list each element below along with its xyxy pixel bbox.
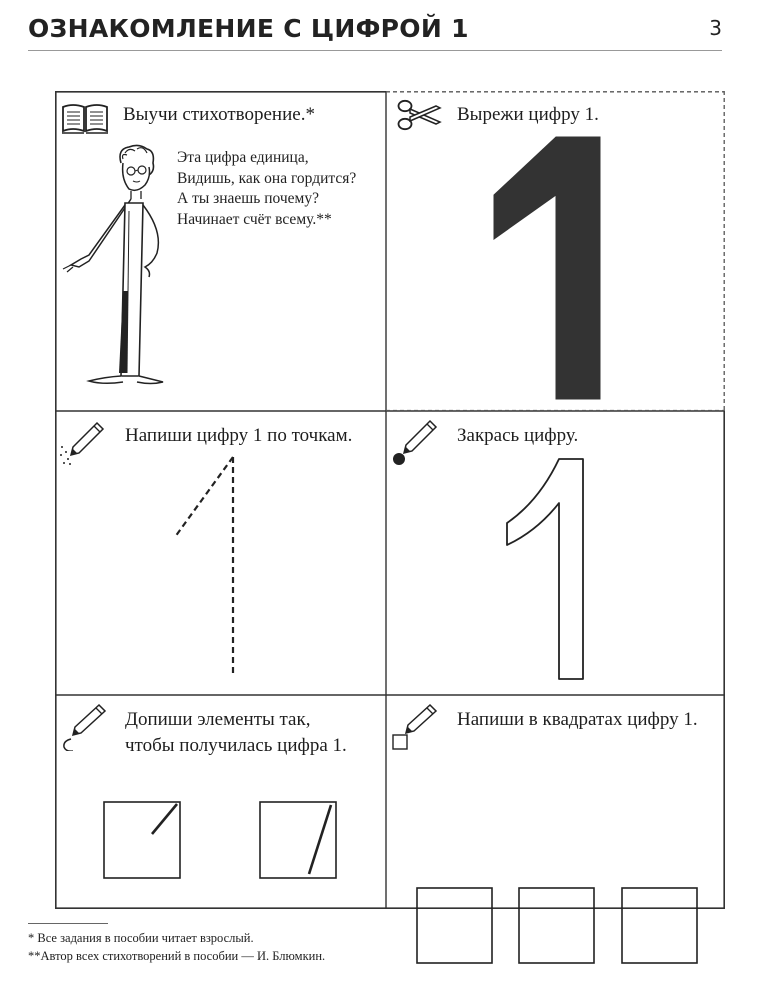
footnote-divider [28, 923, 108, 924]
dotted-number-one [165, 453, 245, 683]
footnote-1: * Все задания в пособии читает взрослый. [28, 931, 254, 945]
writing-square-3[interactable] [621, 887, 699, 965]
task-write-in-squares: Напиши в квадратах цифру 1. [457, 709, 698, 730]
cut-cell [386, 91, 725, 411]
poem-line: А ты знаешь почему? [177, 190, 319, 208]
task-cut-out: Вырежи цифру 1. [457, 104, 599, 125]
task-line: Допиши элементы так, [125, 709, 311, 730]
task-complete-elements [125, 707, 347, 759]
pencil-icon [390, 703, 438, 751]
pencil-icon [59, 419, 107, 467]
poem-cell [55, 91, 386, 411]
book-icon [61, 101, 109, 135]
task-color-in: Закрась цифру. [457, 425, 579, 446]
complete-cell [55, 695, 386, 909]
completion-box-1[interactable] [103, 801, 183, 881]
pencil-icon [59, 703, 107, 751]
task-line: чтобы получилась цифра 1. [125, 735, 347, 756]
worksheet-grid [55, 91, 725, 909]
page-number: 3 [709, 16, 722, 40]
task-learn-poem: Выучи стихотворение.* [123, 104, 315, 125]
writing-square-1[interactable] [416, 887, 494, 965]
poem-line: Начинает счёт всему.** [177, 210, 332, 228]
page-title: ОЗНАКОМЛЕНИЕ С ЦИФРОЙ 1 [28, 14, 469, 43]
trace-cell [55, 411, 386, 695]
footnote-2: **Автор всех стихотворений в пособии — И. Блюмкин. [28, 949, 326, 963]
completion-box-2[interactable] [259, 801, 339, 881]
number-one-character-illustration [59, 141, 169, 391]
cutout-number-one [486, 135, 626, 403]
writing-square-2[interactable] [518, 887, 596, 965]
scissors-icon [396, 97, 442, 133]
task-trace-dots: Напиши цифру 1 по точкам. [125, 425, 353, 446]
write-cell [386, 695, 725, 909]
color-cell [386, 411, 725, 695]
outline-number-one [501, 457, 601, 683]
poem-line: Видишь, как она гордится? [177, 169, 357, 187]
poem-line: Эта цифра единица, [177, 149, 309, 166]
pencil-icon [390, 419, 438, 465]
poem-text [177, 148, 356, 230]
header-divider [28, 50, 722, 51]
